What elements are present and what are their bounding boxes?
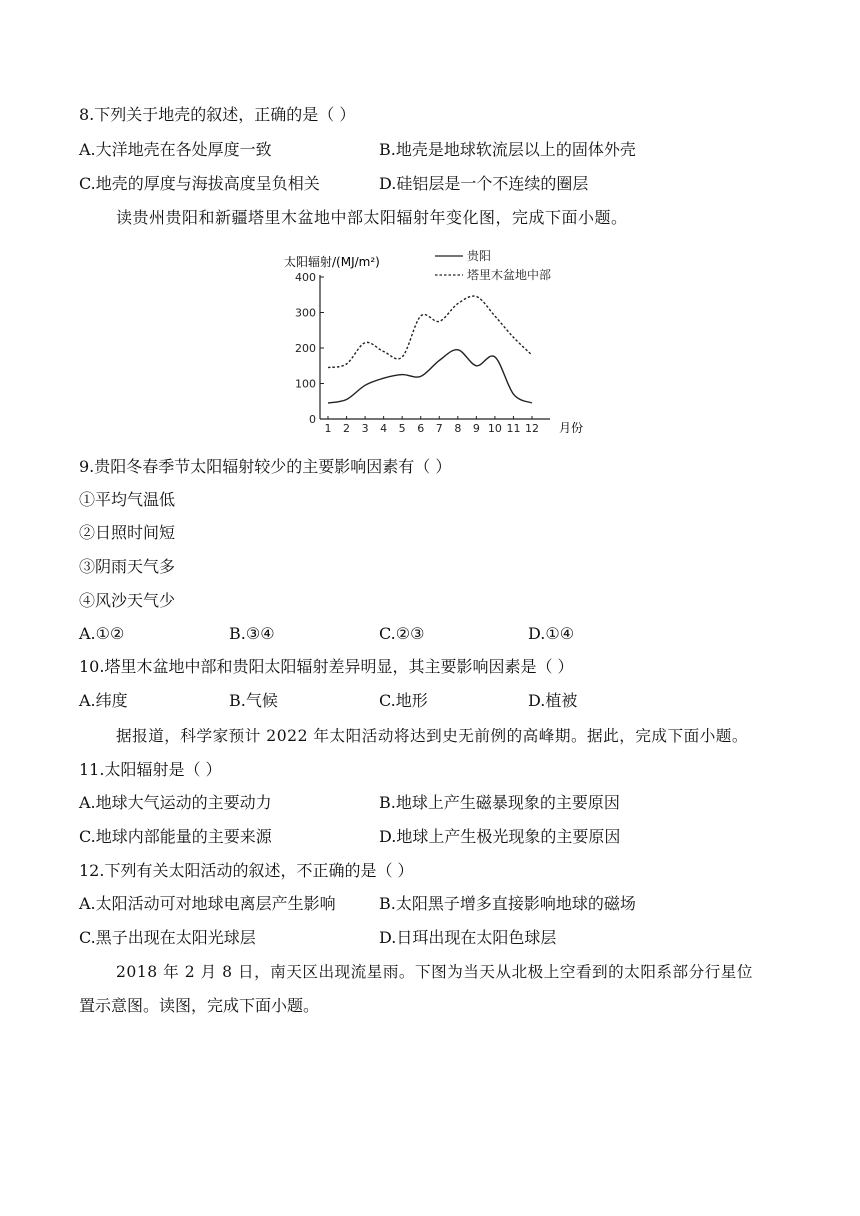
y-tick-label: 400 <box>295 271 316 284</box>
q10-stem: 10.塔里木盆地中部和贵阳太阳辐射差异明显，其主要影响因素是（ ） <box>79 657 574 676</box>
q8-stem: 8.下列关于地壳的叙述，正确的是（ ） <box>79 105 356 124</box>
q8-option-c: C.地壳的厚度与海拔高度呈负相关 <box>79 174 320 193</box>
x-tick-label: 11 <box>506 422 521 435</box>
q9-option-b: B.③④ <box>229 624 275 643</box>
y-axis-label: 太阳辐射/(MJ/m²) <box>284 255 380 269</box>
q10-option-d: D.植被 <box>528 691 578 710</box>
q9-item-4: ④风沙天气少 <box>79 591 176 610</box>
q9-option-d: D.①④ <box>528 624 575 643</box>
x-tick-label: 12 <box>525 422 539 435</box>
x-tick-label: 4 <box>380 422 388 435</box>
q9-option-c: C.②③ <box>379 624 425 643</box>
q12-option-b: B.太阳黑子增多直接影响地球的磁场 <box>379 894 636 913</box>
q9-stem: 9.贵阳冬春季节太阳辐射较少的主要影响因素有（ ） <box>79 457 452 476</box>
legend-label-2: 塔里木盆地中部 <box>467 268 552 282</box>
x-tick-label: 2 <box>343 422 351 435</box>
series-line-1 <box>328 350 532 403</box>
q11-option-d: D.地球上产生极光现象的主要原因 <box>379 827 621 846</box>
y-tick-label: 200 <box>295 342 316 355</box>
q10-option-a: A.纬度 <box>79 691 128 710</box>
q11-option-b: B.地球上产生磁暴现象的主要原因 <box>379 793 620 812</box>
q8-option-b: B.地壳是地球软流层以上的固体外壳 <box>379 140 636 159</box>
intro-paragraph-1: 读贵州贵阳和新疆塔里木盆地中部太阳辐射年变化图，完成下面小题。 <box>116 208 628 227</box>
q9-option-a: A.①② <box>79 624 125 643</box>
q9-item-3: ③阴雨天气多 <box>79 557 176 576</box>
chart-svg <box>270 246 600 438</box>
x-tick-label: 6 <box>417 422 425 435</box>
q9-item-2: ②日照时间短 <box>79 523 176 542</box>
x-tick-label: 9 <box>472 422 480 435</box>
x-tick-label: 3 <box>361 422 369 435</box>
y-tick-label: 0 <box>309 413 316 426</box>
x-tick-label: 8 <box>454 422 462 435</box>
q11-option-a: A.地球大气运动的主要动力 <box>79 793 272 812</box>
q9-item-1: ①平均气温低 <box>79 490 176 509</box>
q12-option-a: A.太阳活动可对地球电离层产生影响 <box>79 894 336 913</box>
x-tick-label: 5 <box>398 422 406 435</box>
q12-option-c: C.黑子出现在太阳光球层 <box>79 928 256 947</box>
x-tick-label: 10 <box>487 422 502 435</box>
legend-label-1: 贵阳 <box>467 249 492 263</box>
q8-option-d: D.硅铝层是一个不连续的圈层 <box>379 174 589 193</box>
q11-option-c: C.地球内部能量的主要来源 <box>79 827 272 846</box>
x-tick-label: 7 <box>435 422 443 435</box>
q12-stem: 12.下列有关太阳活动的叙述，不正确的是（ ） <box>79 861 414 880</box>
intro-paragraph-3-line-2: 置示意图。读图，完成下面小题。 <box>79 996 320 1015</box>
y-tick-label: 100 <box>295 377 316 391</box>
solar-radiation-chart <box>270 246 600 438</box>
q8-option-a: A.大洋地壳在各处厚度一致 <box>79 140 272 159</box>
q11-stem: 11.太阳辐射是（ ） <box>79 760 222 779</box>
series-line-2 <box>328 296 532 367</box>
y-tick-label: 300 <box>295 306 316 320</box>
q10-option-b: B.气候 <box>229 691 278 710</box>
intro-paragraph-3-line-1: 2018 年 2 月 8 日，南天区出现流星雨。下图为当天从北极上空看到的太阳系部分行星位 <box>116 963 753 981</box>
intro-paragraph-2: 据报道，科学家预计 2022 年太阳活动将达到史无前例的高峰期。据此，完成下面小题。 <box>116 727 748 745</box>
q12-option-d: D.日珥出现在太阳色球层 <box>379 928 557 947</box>
x-tick-label: 1 <box>324 422 332 435</box>
q10-option-c: C.地形 <box>379 691 428 710</box>
x-axis-label: 月份 <box>559 421 584 435</box>
